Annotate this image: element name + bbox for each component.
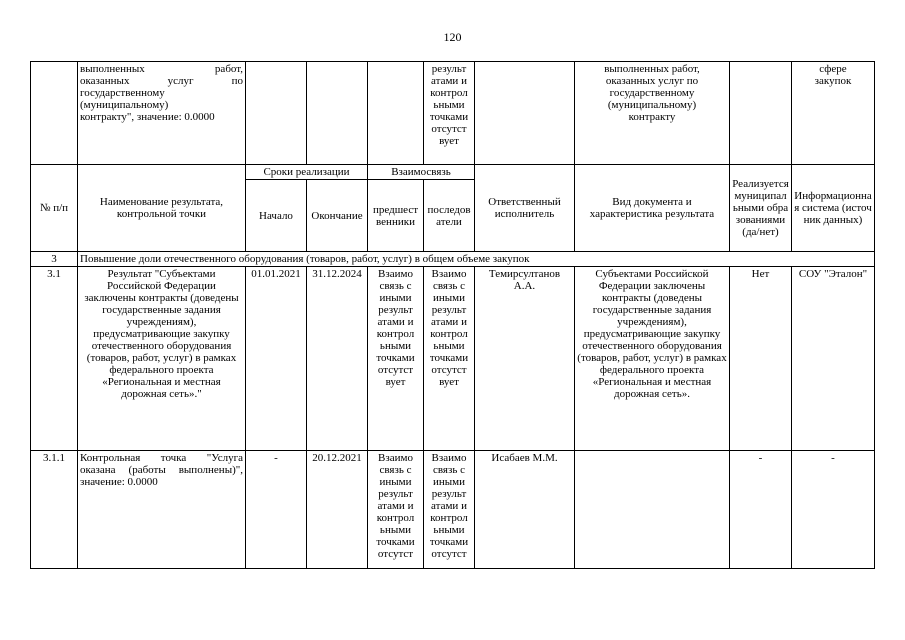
row-document: Субъектами Российской Федерации заключены контракты (доведены государственные задания учреждениям), предусматривающие закупку отечественного оборудования (товаров, работ, услуг) в рамках федерального проекта «Региональная и местная дорожная сеть». [575, 267, 730, 451]
row-predecessors: Взаимо связь с иными результ атами и контрол ьными точками отсутст вует [368, 267, 424, 451]
row-num: 3.1 [31, 267, 78, 451]
table-row [31, 267, 875, 451]
row-successors: Взаимо связь с иными результ атами и контрол ьными точками отсутст вует [424, 267, 475, 451]
continuation-row [31, 62, 875, 165]
section-title: Повышение доли отечественного оборудования (товаров, работ, услуг) в общем объеме закупок [78, 252, 875, 267]
header-name: Наименование результата, контрольной точки [78, 165, 246, 252]
header-document: Вид документа и характеристика результата [575, 165, 730, 252]
row-info-system: - [792, 451, 875, 569]
row-end: 31.12.2024 [307, 267, 368, 451]
table-row [31, 451, 875, 569]
row-responsible: Темирсултанов А.А. [475, 267, 575, 451]
header-predecessors: предшест венники [368, 180, 424, 252]
header-relation: Взаимосвязь [368, 165, 475, 180]
row-document [575, 451, 730, 569]
results-table [30, 61, 875, 569]
row-responsible: Исабаев М.М. [475, 451, 575, 569]
row-name: Контрольная точка "Услуга оказана (работы выполнены)", значение: 0.0000 [78, 451, 246, 569]
page-number: 120 [443, 30, 462, 44]
row-implemented: - [730, 451, 792, 569]
continuation-document: выполненных работ, оказанных услуг по государственному (муниципальному) контракту [575, 62, 730, 165]
row-implemented: Нет [730, 267, 792, 451]
header-row [31, 165, 875, 180]
row-predecessors: Взаимо связь с иными результ атами и контрол ьными точками отсутст [368, 451, 424, 569]
row-num: 3.1.1 [31, 451, 78, 569]
row-name: Результат "Субъектами Российской Федерации заключены контракты (доведены государственные задания учреждениям), предусматривающие закупку отечественного оборудования (товаров, работ, услуг) в рамках федерального проекта «Региональная и местная дорожная сеть»." [78, 267, 246, 451]
section-num: 3 [31, 252, 78, 267]
row-start: 01.01.2021 [246, 267, 307, 451]
header-info-system: Информационная система (источник данных) [792, 165, 875, 252]
row-successors: Взаимо связь с иными результ атами и контрол ьными точками отсутст [424, 451, 475, 569]
section-row [31, 252, 875, 267]
continuation-info-system: сфере закупок [792, 62, 875, 165]
row-end: 20.12.2021 [307, 451, 368, 569]
header-successors: последов атели [424, 180, 475, 252]
header-implemented: Реализуется муниципальными образованиями (да/нет) [730, 165, 792, 252]
header-num: № п/п [31, 165, 78, 252]
header-end: Окончание [307, 180, 368, 252]
header-terms: Сроки реализации [246, 165, 368, 180]
row-info-system: СОУ "Эталон" [792, 267, 875, 451]
continuation-predecessors: результ атами и контрол ьными точками отсутст вует [424, 62, 475, 165]
row-start: - [246, 451, 307, 569]
header-responsible: Ответственный исполнитель [475, 165, 575, 252]
continuation-name: выполненных работ, оказанных услуг по государственному (муниципальному) контракту", значение: 0.0000 [78, 62, 246, 165]
header-start: Начало [246, 180, 307, 252]
